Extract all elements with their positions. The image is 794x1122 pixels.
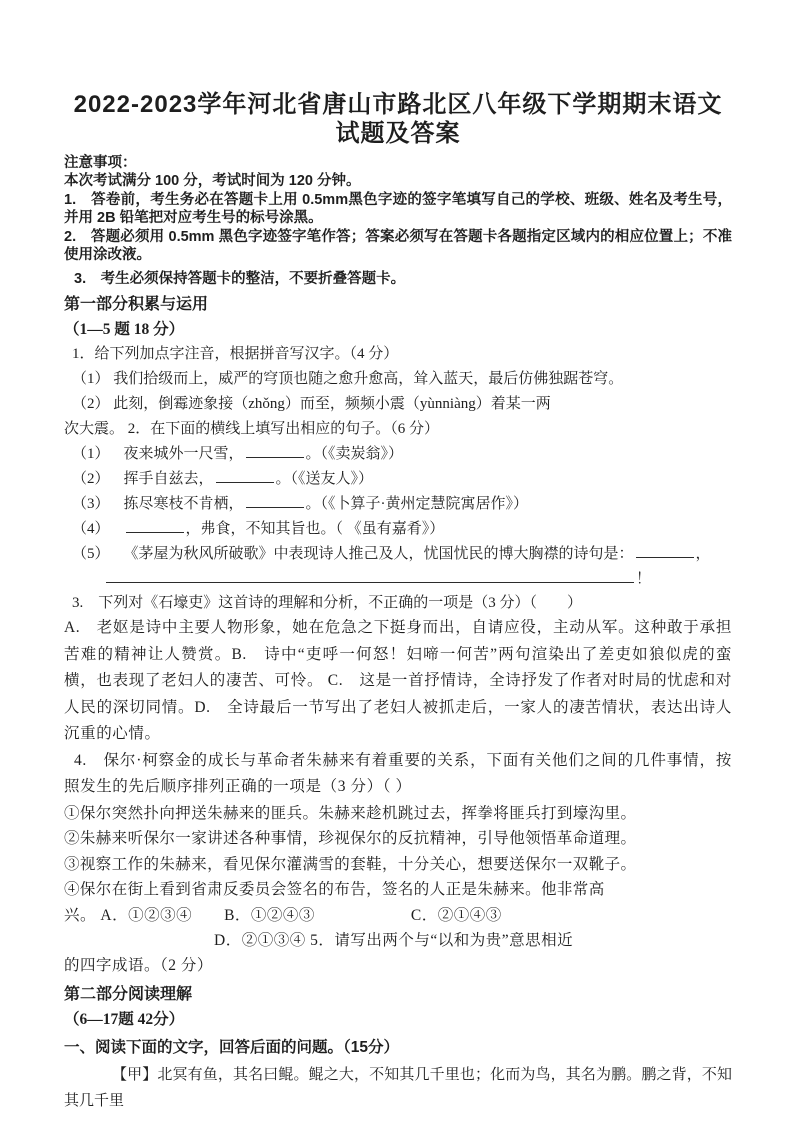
item-text: 夜来城外一尺雪，: [123, 445, 244, 462]
q2-item-5: [64, 542, 732, 567]
answer-blank: [246, 494, 304, 508]
item-source: 。（《卖炭翁》）: [305, 445, 404, 462]
item-number: （4）: [72, 520, 110, 537]
q2-item-2: [64, 467, 732, 492]
notice-item-3: 3. 考生必须保持答题卡的整洁，不要折叠答题卡。: [74, 270, 406, 287]
answer-blank: [246, 444, 304, 458]
q3-options: A. 老妪是诗中主要人物形象，她在危急之下挺身而出，自请应役，主动从军。这种敢于承担苦难的精神让人赞赏。B. 诗中“吏呼一何怒！妇啼一何苦”两句渲染出了差吏如狼似虎的蛮横，也表现了老妇人的凄苦、可怜。 C. 这是一首抒情诗，全诗抒发了作者对时局的忧虑和对人民的深切同情。D. 全诗最后一节写出了老妇人被抓走后，一家人的凄苦情状，表达出诗人沉重的心情。: [64, 619, 732, 742]
item-number: （3）: [72, 495, 110, 512]
item-source: 。（《卜算子·黄州定慧院寓居作》）: [305, 495, 529, 512]
notice-heading: 注意事项：: [64, 155, 137, 171]
part2-section1-heading: 一、阅读下面的文字，回答后面的问题。（15分）: [64, 1038, 399, 1056]
q1-item-2: （2） 此刻，倒霉迹象接（zhǒng）而至，频频小震（yùnniàng）着某一两: [72, 395, 551, 412]
q1-stem: 1．给下列加点字注音，根据拼音写汉字。（4 分）: [72, 346, 399, 362]
item-text: 挥手自兹去，: [123, 470, 214, 487]
notice-item-2: 2. 答题必须用 0.5mm 黑色字迹签字笔作答；答案必须写在答题卡各题指定区域内的相应位置上；不准使用涂改液。: [64, 228, 732, 263]
item-number: （2）: [72, 470, 110, 487]
item-text: ，弗食，不知其旨也。（ 《虽有嘉肴》）: [185, 520, 445, 537]
q3-stem: 3. 下列对《石壕吏》这首诗的理解和分析，不正确的一项是（3 分）（ ）: [72, 594, 583, 611]
answer-blank: [636, 544, 694, 558]
q2-item-3: [64, 492, 732, 517]
answer-blank-long: [106, 569, 634, 583]
page-title: 2022-2023学年河北省唐山市路北区八年级下学期期末语文试题及答案: [73, 91, 723, 147]
q4-option-d-q5-stem: D．②①③④ 5．请写出两个与“以和为贵”意思相近: [214, 931, 574, 949]
item-text: 拣尽寒枝不肯栖，: [123, 495, 244, 512]
q1-item-1: （1） 我们拾级而上，威严的穹顶也随之愈升愈高，耸入蓝天，最后仿佛独踞苍穹。: [72, 370, 624, 387]
answer-blank: [126, 519, 184, 533]
item-punct: ，: [695, 545, 711, 562]
item-text: 《茅屋为秋风所破歌》中表现诗人推己及人，忧国忧民的博大胸襟的诗句是：: [123, 545, 634, 562]
q2-item-4: [64, 517, 732, 542]
notice-intro: 本次考试满分 100 分，考试时间为 120 分钟。: [64, 173, 361, 189]
part2-heading: 第二部分阅读理解: [64, 985, 193, 1003]
q4-options-abc: 兴。 A．①②③④ B．①②④③ C．②①④③: [64, 906, 502, 924]
q2-item-5-line2: [64, 567, 732, 591]
answer-blank: [216, 469, 274, 483]
q4-event-4: ④保尔在街上看到省肃反委员会签名的布告，签名的人正是朱赫来。他非常高: [64, 881, 605, 898]
q4-event-3: ③视察工作的朱赫来，看见保尔灌满雪的套鞋，十分关心，想要送保尔一双靴子。: [64, 855, 637, 873]
q4-event-2: ②朱赫来听保尔一家讲述各种事情，珍视保尔的反抗精神，引导他领悟革命道理。: [64, 830, 637, 847]
item-punct: ！: [636, 570, 652, 587]
item-source: 。（《送友人》）: [275, 470, 374, 487]
q1-item-2-cont-q2-stem: 次大震。 2．在下面的横线上填写出相应的句子。（6 分）: [64, 420, 440, 437]
q2-item-1: [64, 442, 732, 467]
part1-heading: 第一部分积累与运用: [64, 296, 209, 313]
passage-jia: 【甲】北冥有鱼，其名曰鲲。鲲之大，不知其几千里也；化而为鸟，其名为鹏。鹏之背，不知其几千里: [64, 1066, 732, 1109]
q4-event-1: ①保尔突然扑向押送朱赫来的匪兵。朱赫来趁机跳过去，挥拳将匪兵打到壕沟里。: [64, 804, 637, 822]
item-number: （1）: [72, 445, 110, 462]
q4-stem: 4. 保尔·柯察金的成长与革命者朱赫来有着重要的关系，下面有关他们之间的几件事情，按照发生的先后顺序排列正确的一项是（3 分）（ ）: [64, 751, 732, 795]
q5-stem-cont: 的四字成语。（2 分）: [64, 956, 213, 974]
part2-score-range: （6—17题 42分）: [64, 1010, 185, 1028]
part1-score-range: （1—5 题 18 分）: [64, 321, 185, 338]
item-number: （5）: [72, 545, 110, 562]
notice-item-1: 1. 答卷前，考生务必在答题卡上用 0.5mm黑色字迹的签字笔填写自己的学校、班级、姓名及考生号，并用 2B 铅笔把对应考生号的标号涂黑。: [64, 191, 732, 226]
